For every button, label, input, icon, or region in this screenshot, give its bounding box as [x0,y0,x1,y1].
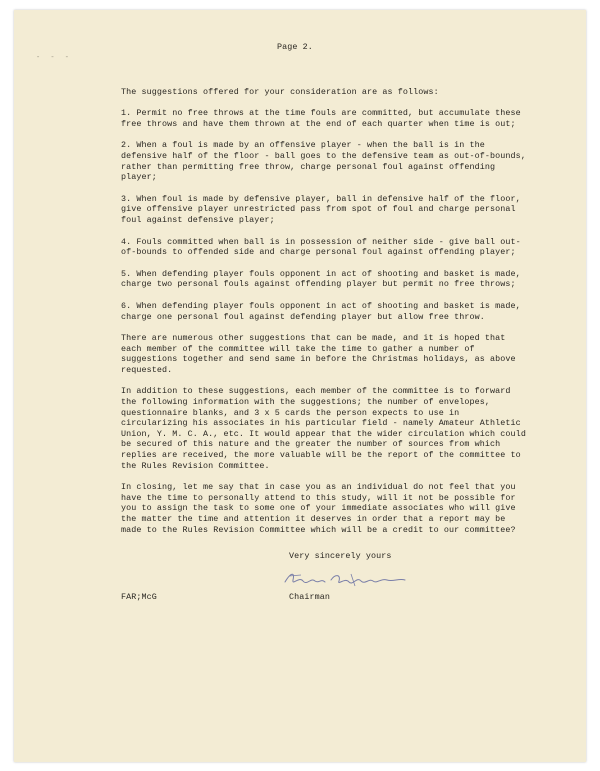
suggestion-item: 5. When defending player fouls opponent in act of shooting and basket is made, charge two personal fouls against offending player but permit no free throws; [121,268,521,290]
suggestion-item: 4. Fouls committed when ball is in possession of neither side - give ball out-of-bounds to offended side and charge personal foul against offending player; [121,236,521,258]
closing-line: Very sincerely yours [289,551,392,562]
body-paragraph: In closing, let me say that in case you as an individual do not feel that you have the time to personally attend to this study, will it not be possible for you to assign the task to some one of your immediate associates who will give the matter the time and attention it deserves in order that a report may be made to the Rules Revision Committee which will be a credit to our committee? [121,482,516,535]
corner-mark: - - - [36,54,73,62]
intro-paragraph: The suggestions offered for your consideration are as follows: [121,86,439,97]
suggestion-item: 1. Permit no free throws at the time fouls are committed, but accumulate these free throws and have them thrown at the end of each quarter when time is out; [121,108,521,129]
suggestion-item: 6. When defending player fouls opponent in act of shooting and basket is made, charge one personal foul against defending player but allow free throw. [121,300,521,322]
body-paragraph: There are numerous other suggestions that can be made, and it is hoped that each member of the committee will take the time to gather a number of suggestions together and send same in before the Christmas holidays, as above requested. [121,333,516,375]
signature [281,568,529,590]
suggestion-item: 3. When foul is made by defensive player, ball in defensive half of the floor, give offensive player unrestricted pass from spot of foul and charge personal foul against defensive player; [121,193,521,225]
letter-body [121,42,529,604]
document-page [14,10,586,762]
signature-block [121,592,529,604]
typist-initials: FAR;McG [121,591,157,602]
signer-title: Chairman [289,591,331,602]
signature-scribble-icon [281,568,421,590]
page-number: Page 2. [277,42,313,52]
suggestion-item: 2. When a foul is made by an offensive player - when the ball is in the defensive half of the floor - ball goes to the defensive team as out-of-bounds, rather than permitting free throw, charge personal foul against offending player; [121,140,526,183]
body-paragraph: In addition to these suggestions, each member of the committee is to forward the following information with the suggestions; the number of envelopes, questionnaire blanks, and 3 x 5 cards the person expects to use in circularizing his associates in his particular field - namely Amateur Athletic Union, Y. M. C. A., etc. It would appear that the wider circulation which could be secured of this nature and the greater the number of sources from which replies are received, the more valuable will be the report of the committee to the Rules Revision Committee. [121,386,526,471]
